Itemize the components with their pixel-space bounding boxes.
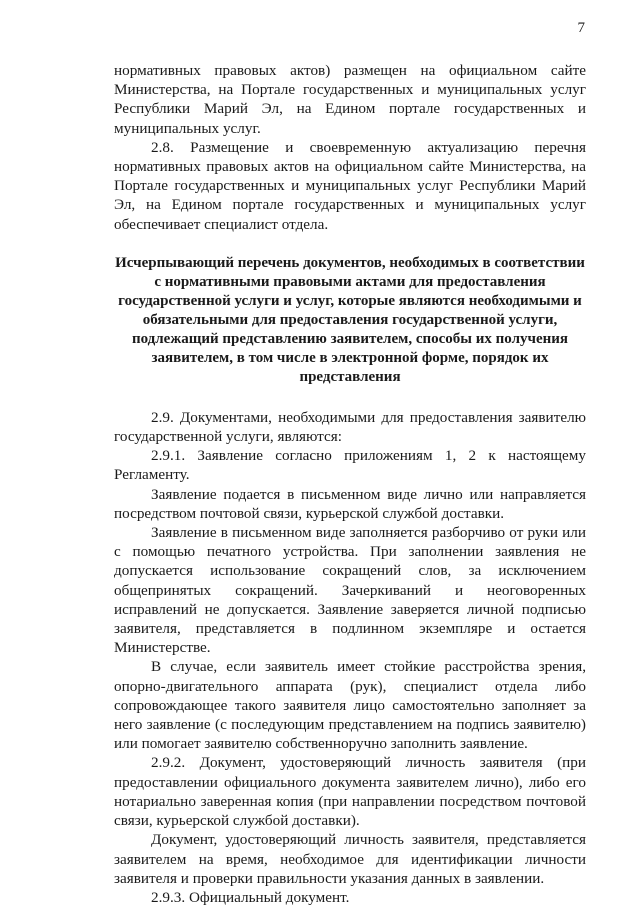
paragraph-identity: Документ, удостоверяющий личность заявителя, представляется заявителем на время, необходимое для идентификации личности заявителя и проверки правильности указания данных в заявлении.: [114, 831, 586, 887]
paragraph-2-9-1: 2.9.1. Заявление согласно приложениям 1, 2 к настоящему Регламенту.: [114, 447, 586, 484]
paragraph-2-8: 2.8. Размещение и своевременную актуализацию перечня нормативных правовых актов на официальном сайте Министерства, на Портале государственных и муниципальных услуг Республики Марий Эл, на Едином портале государственных и муниципальных услуг обеспечивает специалист отдела.: [114, 138, 586, 233]
paragraph-disability: В случае, если заявитель имеет стойкие расстройства зрения, опорно-двигательного аппарата (рук), специалист отдела либо сопровождающее такого заявителя лицо самостоятельно заполняет за него заявление (с последующим представлением на подпись заявителю) или помогает заявителю собственноручно заполнить заявление.: [114, 658, 586, 753]
paragraph-submission: Заявление подается в письменном виде лично или направляется посредством почтовой связи, курьерской службой доставки.: [114, 485, 586, 522]
paragraph-2-9-2: 2.9.2. Документ, удостоверяющий личность заявителя (при предоставлении официального документа заявителем лично), либо его нотариально заверенная копия (при направлении посредством почтовой связи, курьерской службой доставки).: [114, 754, 586, 830]
page-number: 7: [577, 20, 585, 36]
paragraph-2-9: 2.9. Документами, необходимыми для предоставления заявителю государственной услуги, являются:: [114, 408, 586, 446]
paragraph-continuation: нормативных правовых актов) размещен на официальном сайте Министерства, на Портале государственных и муниципальных услуг Республики Марий Эл, на Едином портале государственных и муниципальных услуг.: [114, 62, 586, 137]
paragraph-2-9-3: 2.9.3. Официальный документ.: [151, 888, 350, 906]
section-heading: Исчерпывающий перечень документов, необходимых в соответствии с нормативными правовыми актами для предоставления государственной услуги и услуг, которые являются необходимыми и обязательными для предоставления государственной услуги, подлежащий представлению заявителем, способы их получения заявителем, в том числе в электронной форме, порядок их представления: [115, 254, 585, 385]
paragraph-filling-rules: Заявление в письменном виде заполняется разборчиво от руки или с помощью печатного устройства. При заполнении заявления не допускается использование сокращений слов, за исключением общепринятых сокращений. Зачеркиваний и неоговоренных исправлений не допускается. Заявление заверяется личной подписью заявителя, представляется в подлинном экземпляре и остается Министерстве.: [114, 524, 586, 657]
document-body: [114, 61, 586, 907]
